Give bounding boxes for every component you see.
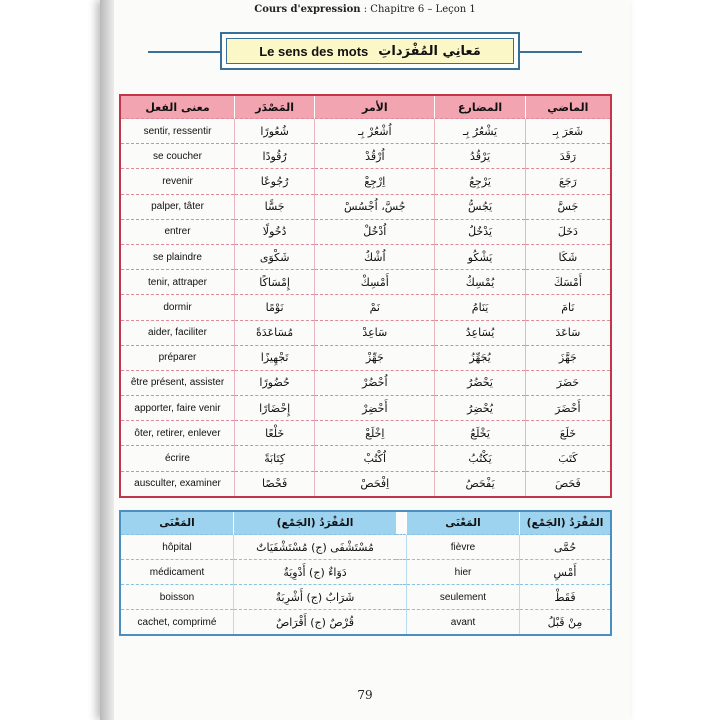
verb-row (120, 219, 611, 244)
verb-cell-present: يُسَاعِدُ (435, 320, 525, 345)
section-title-box (220, 32, 520, 70)
page-header (100, 4, 630, 15)
vocab-row (120, 560, 611, 585)
verb-cell-imperative: اِفْحَصْ (315, 471, 435, 497)
vocab-table (119, 510, 612, 636)
verb-row (120, 244, 611, 269)
vocab-header-meaning-right: المَعْنَى (407, 511, 520, 535)
vocab-word-left: مُسْتَشْفَى (ج) مُسْتَشْفَيَاتٌ (234, 535, 397, 560)
verb-cell-present: يَحْضُرُ (435, 370, 525, 395)
verb-cell-meaning: revenir (120, 169, 235, 194)
verb-cell-past: كَتَبَ (525, 446, 611, 471)
verb-cell-masdar: فَحْصًا (235, 471, 315, 497)
verb-row (120, 471, 611, 497)
verb-cell-present: يَرْجِعُ (435, 169, 525, 194)
vocab-header-meaning-left: المَعْنَى (120, 511, 234, 535)
verb-cell-imperative: اُكْتُبْ (315, 446, 435, 471)
verb-cell-meaning: apporter, faire venir (120, 396, 235, 421)
verb-cell-past: شَكَا (525, 244, 611, 269)
header-masdar: المَصْدَر (235, 95, 315, 119)
header-subtitle: : Chapitre 6 – Leçon 1 (360, 4, 476, 15)
vocab-meaning-left: hôpital (120, 535, 234, 560)
verb-cell-imperative: أَحْضِرْ (315, 396, 435, 421)
verb-cell-masdar: تَجْهِيزًا (235, 345, 315, 370)
verb-cell-past: جَسَّ (525, 194, 611, 219)
verb-cell-present: يَرْقُدُ (435, 144, 525, 169)
vocab-word-left: شَرَابٌ (ج) أَشْرِبَةٌ (234, 585, 397, 610)
verb-cell-present: يَجُسُّ (435, 194, 525, 219)
verb-cell-masdar: شَكْوَى (235, 244, 315, 269)
verb-row (120, 370, 611, 395)
verb-cell-meaning: se coucher (120, 144, 235, 169)
verb-cell-masdar: رُجُوعًا (235, 169, 315, 194)
vocab-header-word-left: المُفْرَدُ (الجَمْع) (234, 511, 397, 535)
verb-row (120, 169, 611, 194)
vocab-header-gap (396, 511, 407, 535)
vocab-meaning-right: seulement (407, 585, 520, 610)
header-present: المضارع (435, 95, 525, 119)
verb-cell-imperative: اِخْلَعْ (315, 421, 435, 446)
verb-cell-masdar: نَوْمًا (235, 295, 315, 320)
title-rule-right (520, 51, 582, 53)
verb-cell-masdar: حُضُورًا (235, 370, 315, 395)
verb-row (120, 446, 611, 471)
verb-cell-meaning: ôter, retirer, enlever (120, 421, 235, 446)
verb-cell-imperative: نَمْ (315, 295, 435, 320)
verb-row (120, 194, 611, 219)
vocab-meaning-left: cachet, comprimé (120, 610, 234, 636)
verb-cell-past: رَقَدَ (525, 144, 611, 169)
header-title: Cours d'expression (254, 4, 361, 15)
section-title-fr: Le sens des mots (259, 43, 369, 59)
verb-cell-masdar: خَلْعًا (235, 421, 315, 446)
verbs-table (119, 94, 612, 498)
verb-row (120, 270, 611, 295)
verb-row (120, 320, 611, 345)
verb-cell-meaning: sentir, ressentir (120, 119, 235, 144)
vocab-meaning-right: fièvre (407, 535, 520, 560)
verb-cell-imperative: جُسَّ، اُجْسُسْ (315, 194, 435, 219)
verb-cell-imperative: سَاعِدْ (315, 320, 435, 345)
verb-row (120, 345, 611, 370)
verb-cell-present: يَشْكُو (435, 244, 525, 269)
verb-row (120, 396, 611, 421)
vocab-meaning-left: médicament (120, 560, 234, 585)
verb-cell-masdar: إِحْضَارًا (235, 396, 315, 421)
vocab-row (120, 585, 611, 610)
verb-cell-meaning: écrire (120, 446, 235, 471)
vocab-row (120, 610, 611, 636)
vocab-meaning-left: boisson (120, 585, 234, 610)
verb-cell-present: يُجَهِّزُ (435, 345, 525, 370)
header-meaning: معنى الفعل (120, 95, 235, 119)
verb-cell-present: يَنَامُ (435, 295, 525, 320)
verb-cell-masdar: رُقُودًا (235, 144, 315, 169)
vocab-word-right: فَقَطْ (520, 585, 612, 610)
verb-cell-meaning: entrer (120, 219, 235, 244)
vocab-gap (396, 560, 407, 585)
verb-cell-past: رَجَعَ (525, 169, 611, 194)
verb-cell-past: جَهَّزَ (525, 345, 611, 370)
verb-cell-meaning: se plaindre (120, 244, 235, 269)
section-title-inner (226, 38, 514, 64)
verb-cell-imperative: اِرْجِعْ (315, 169, 435, 194)
verb-cell-meaning: tenir, attraper (120, 270, 235, 295)
vocab-meaning-right: avant (407, 610, 520, 636)
verb-cell-masdar: جَسًّا (235, 194, 315, 219)
title-rule-left (148, 51, 220, 53)
book-spine-shadow (100, 0, 114, 720)
verb-cell-masdar: مُسَاعَدَةً (235, 320, 315, 345)
verb-cell-imperative: اُرْقُدْ (315, 144, 435, 169)
vocab-word-right: حُمَّى (520, 535, 612, 560)
verb-cell-masdar: شُعُورًا (235, 119, 315, 144)
verb-cell-present: يَشْعُرُ بِـ (435, 119, 525, 144)
verb-cell-imperative: أَمْسِكْ (315, 270, 435, 295)
book-page (100, 0, 630, 720)
header-imperative: الأمر (315, 95, 435, 119)
verb-cell-past: أَمْسَكَ (525, 270, 611, 295)
verb-cell-present: يَكْتُبُ (435, 446, 525, 471)
verb-row (120, 144, 611, 169)
verb-cell-imperative: جَهِّزْ (315, 345, 435, 370)
verb-cell-past: نَامَ (525, 295, 611, 320)
verbs-table-body (120, 119, 611, 497)
vocab-header-word-right: المُفْرَدُ (الجَمْع) (520, 511, 612, 535)
verb-cell-present: يَدْخُلُ (435, 219, 525, 244)
vocab-word-left: قُرْصٌ (ج) أَقْرَاصٌ (234, 610, 397, 636)
verb-cell-present: يَخْلَعُ (435, 421, 525, 446)
verb-cell-present: يُحْضِرُ (435, 396, 525, 421)
vocab-table-header (120, 511, 611, 535)
header-past: الماضي (525, 95, 611, 119)
verb-cell-masdar: دُخُولًا (235, 219, 315, 244)
verb-cell-past: خَلَعَ (525, 421, 611, 446)
vocab-gap (396, 610, 407, 636)
verb-cell-masdar: إِمْسَاكًا (235, 270, 315, 295)
verb-cell-imperative: اُحْضُرْ (315, 370, 435, 395)
verb-cell-present: يَفْحَصُ (435, 471, 525, 497)
verb-cell-imperative: اُشْكُ (315, 244, 435, 269)
verb-cell-present: يُمْسِكُ (435, 270, 525, 295)
verb-cell-meaning: préparer (120, 345, 235, 370)
vocab-word-left: دَوَاءٌ (ج) أَدْوِيَةٌ (234, 560, 397, 585)
verb-cell-imperative: اُدْخُلْ (315, 219, 435, 244)
verb-cell-past: شَعَرَ بِـ (525, 119, 611, 144)
vocab-meaning-right: hier (407, 560, 520, 585)
vocab-word-right: أَمْسِ (520, 560, 612, 585)
verb-cell-meaning: aider, faciliter (120, 320, 235, 345)
page-number: 79 (357, 688, 373, 702)
section-title-ar: مَعانِي المُفْرَداتِ (378, 43, 481, 59)
verb-cell-meaning: être présent, assister (120, 370, 235, 395)
verb-cell-meaning: dormir (120, 295, 235, 320)
vocab-gap (396, 585, 407, 610)
verb-cell-past: سَاعَدَ (525, 320, 611, 345)
vocab-word-right: مِنْ قَبْلُ (520, 610, 612, 636)
verb-cell-meaning: palper, tâter (120, 194, 235, 219)
verb-cell-meaning: ausculter, examiner (120, 471, 235, 497)
verb-row (120, 421, 611, 446)
verbs-table-header (120, 95, 611, 119)
verb-cell-past: حَضَرَ (525, 370, 611, 395)
verb-row (120, 119, 611, 144)
vocab-gap (396, 535, 407, 560)
verb-row (120, 295, 611, 320)
verb-cell-masdar: كِتَابَةً (235, 446, 315, 471)
verb-cell-imperative: اُشْعُرْ بِـ (315, 119, 435, 144)
verb-cell-past: أَحْضَرَ (525, 396, 611, 421)
vocab-table-body (120, 535, 611, 636)
verb-cell-past: دَخَلَ (525, 219, 611, 244)
verb-cell-past: فَحَصَ (525, 471, 611, 497)
vocab-row (120, 535, 611, 560)
